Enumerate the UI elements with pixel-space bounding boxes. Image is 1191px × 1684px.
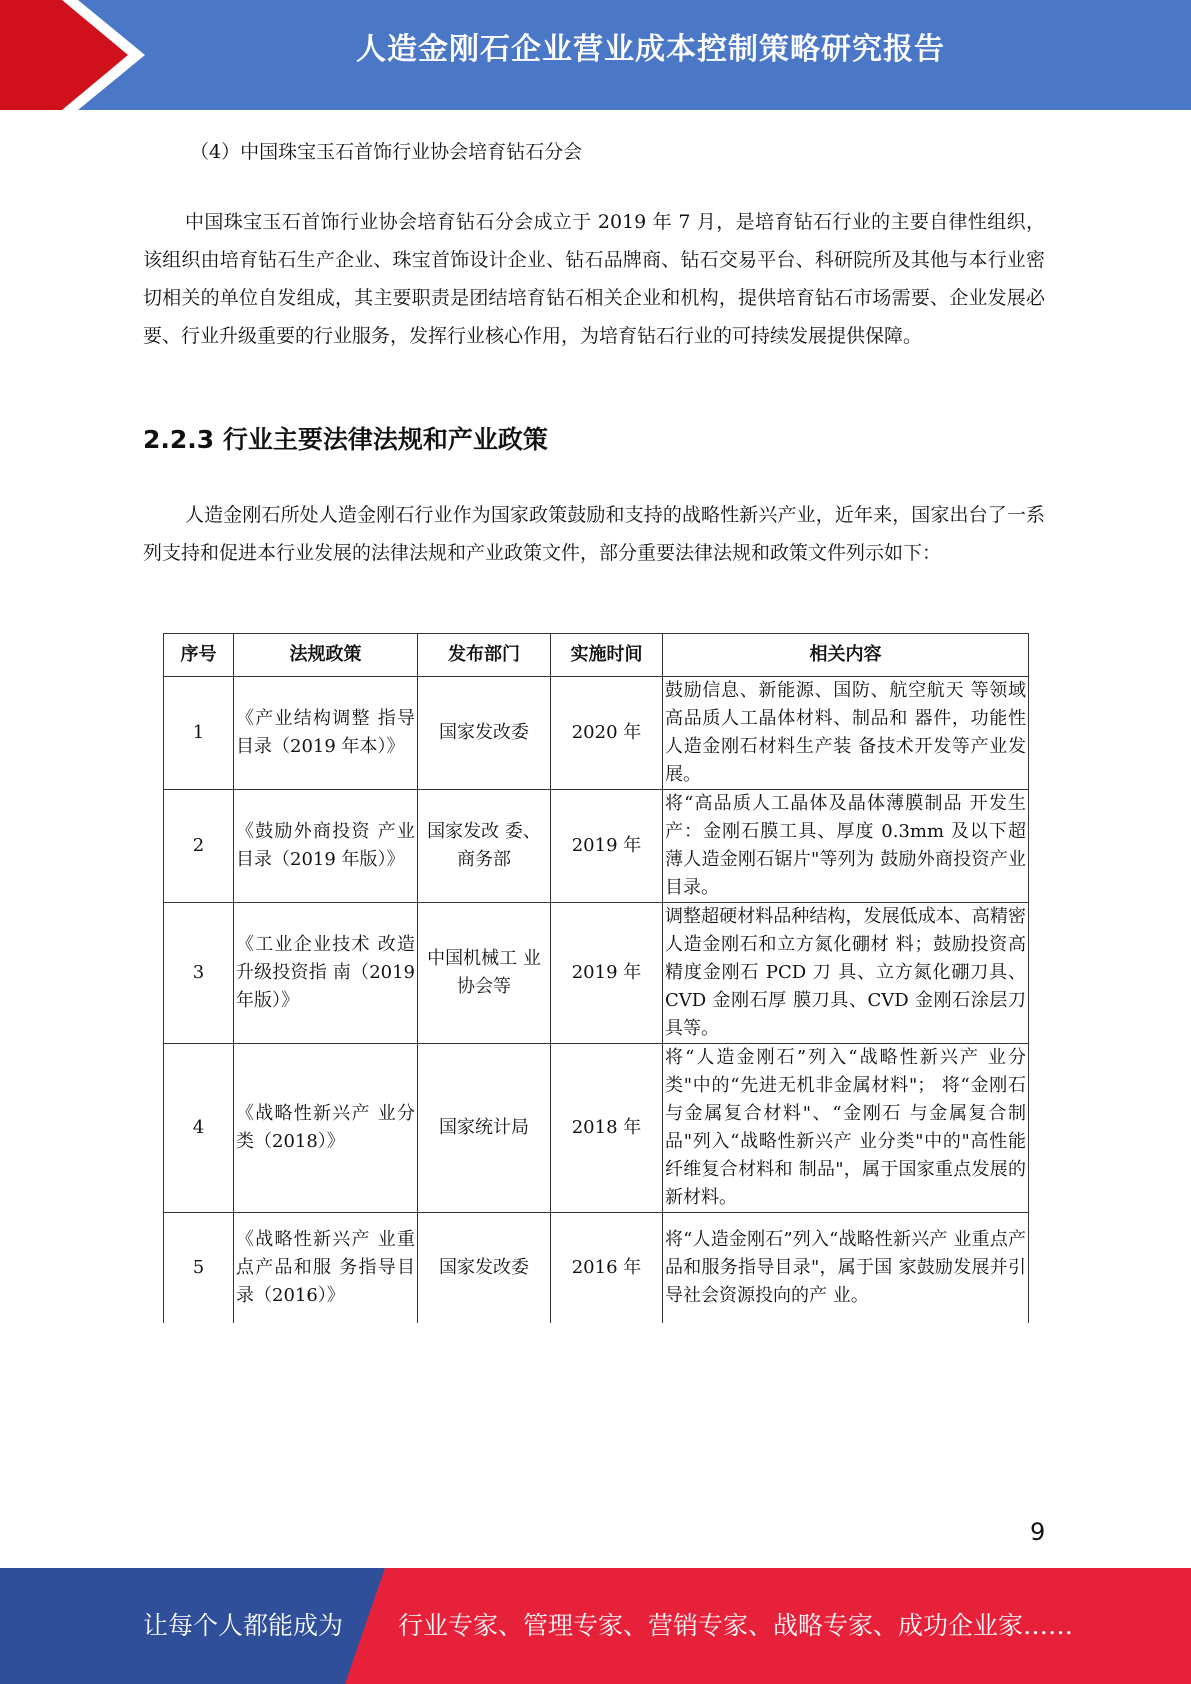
cell-no: 4 [164, 1044, 234, 1213]
cell-policy: 《战略性新兴产 业分类（2018）》 [234, 1044, 418, 1213]
cell-date: 2020 年 [551, 677, 663, 790]
column-header-no: 序号 [164, 634, 234, 677]
cell-department: 国家统计局 [418, 1044, 551, 1213]
paragraph-association: 中国珠宝玉石首饰行业协会培育钻石分会成立于 2019 年 7 月，是培育钻石行业的主要自律性组织，该组织由培育钻石生产企业、珠宝首饰设计企业、钻石品牌商、钻石交易平台、科研院所及其他与本行业密切相关的单位自发组成，其主要职责是团结培育钻石相关企业和机构，提供培育钻石市场需要、企业发展必要、行业升级重要的行业服务，发挥行业核心作用，为培育钻石行业的可持续发展提供保障。 [143, 211, 1045, 347]
paragraph-policy-intro: 人造金刚石所处人造金刚石行业作为国家政策鼓励和支持的战略性新兴产业，近年来，国家出台了一系列支持和促进本行业发展的法律法规和产业政策文件，部分重要法律法规和政策文件列示如下： [143, 504, 1045, 564]
column-header-policy: 法规政策 [234, 634, 418, 677]
cell-department: 国家发改 委、商务部 [418, 790, 551, 903]
cell-policy: 《工业企业技术 改造升级投资指 南（2019 年版）》 [234, 903, 418, 1044]
cell-date: 2018 年 [551, 1044, 663, 1213]
cell-content: 将“人造金刚石”列入“战略性新兴产 业分类"中的“先进无机非金属材料"； 将“金刚石与金属复合材料"、“金刚石 与金属复合制品"列入“战略性新兴产 业分类"中的"高性能纤维复合材料和 制品"，属于国家重点发展的新材料。 [663, 1044, 1029, 1213]
cell-no: 1 [164, 677, 234, 790]
cell-department: 国家发改委 [418, 1213, 551, 1323]
table-row [164, 903, 1029, 1044]
cell-no: 2 [164, 790, 234, 903]
footer-slogan-right: 行业专家、管理专家、营销专家、战略专家、成功企业家…… [398, 1611, 1074, 1640]
cell-policy: 《战略性新兴产 业重点产品和服 务指导目录（2016）》 [234, 1213, 418, 1323]
cell-date: 2016 年 [551, 1213, 663, 1323]
cell-content: 将“人造金刚石”列入“战略性新兴产 业重点产品和服务指导目录"，属于国 家鼓励发展并引导社会资源投向的产 业。 [663, 1213, 1029, 1323]
page-footer [0, 1568, 1191, 1684]
table-row [164, 790, 1029, 903]
cell-policy: 《鼓励外商投资 产业目录（2019 年版）》 [234, 790, 418, 903]
page-header [0, 0, 1191, 110]
report-title: 人造金刚石企业营业成本控制策略研究报告 [356, 32, 945, 67]
section-heading: 2.2.3 行业主要法律法规和产业政策 [143, 425, 548, 454]
cell-no: 3 [164, 903, 234, 1044]
table-header-row [164, 634, 1029, 677]
table-row [164, 1044, 1029, 1213]
cell-department: 国家发改委 [418, 677, 551, 790]
cell-content: 调整超硬材料品种结构，发展低成本、高精密人造金刚石和立方氮化硼材 料；鼓励投资高精度金刚石 PCD 刀 具、立方氮化硼刀具、CVD 金刚石厚 膜刀具、CVD 金刚石涂层刀具等。 [663, 903, 1029, 1044]
cell-date: 2019 年 [551, 790, 663, 903]
policy-table [163, 633, 1029, 1323]
column-header-content: 相关内容 [663, 634, 1029, 677]
cell-department: 中国机械工 业协会等 [418, 903, 551, 1044]
cell-policy: 《产业结构调整 指导目录（2019 年本）》 [234, 677, 418, 790]
cell-content: 鼓励信息、新能源、国防、航空航天 等领域高品质人工晶体材料、制品和 器件，功能性人造金刚石材料生产装 备技术开发等产业发展。 [663, 677, 1029, 790]
page-number: 9 [1030, 1518, 1046, 1546]
column-header-department: 发布部门 [418, 634, 551, 677]
cell-no: 5 [164, 1213, 234, 1323]
footer-slogan-left: 让每个人都能成为 [143, 1611, 344, 1640]
column-header-date: 实施时间 [551, 634, 663, 677]
cell-content: 将“高品质人工晶体及晶体薄膜制品 开发生产：金刚石膜工具、厚度 0.3mm 及以下超薄人造金刚石锯片"等列为 鼓励外商投资产业目录。 [663, 790, 1029, 903]
section-subtitle: （4）中国珠宝玉石首饰行业协会培育钻石分会 [190, 141, 583, 163]
cell-date: 2019 年 [551, 903, 663, 1044]
table-row [164, 677, 1029, 790]
table-row [164, 1213, 1029, 1323]
